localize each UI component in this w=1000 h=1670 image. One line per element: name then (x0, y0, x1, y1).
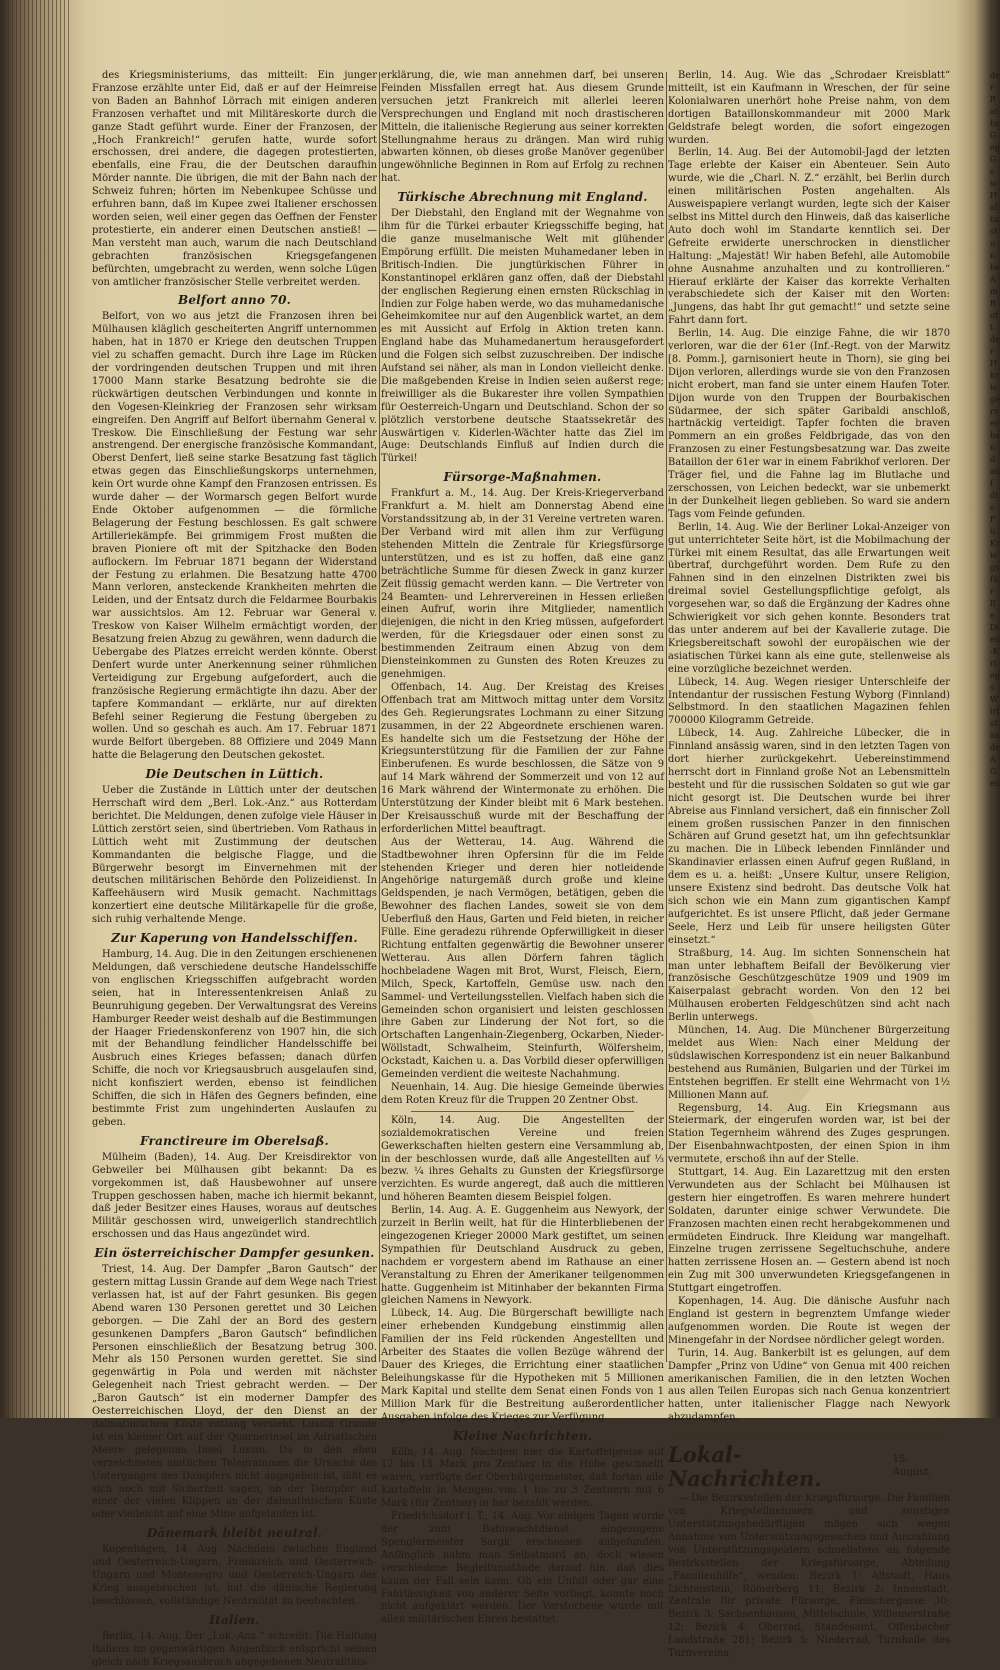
article-text: Köln, 14. Aug. Nachdem hier die Kartoffelpreise auf 12 bis 15 Mark pro Zentner in die Höhe geschnellt waren, verfügte der Oberbürgermeister, daß fortan alle Kartoffeln in Mengen von 1 bis zu 3 Zentnern mit 6 Mark (für Zentner) in bar bezahlt werden. (381, 1446, 664, 1510)
article-heading: Ein österreichischer Dampfer gesunken. (94, 1246, 375, 1261)
article-text: Triest, 14. Aug. Der Dampfer „Baron Gautsch“ der gestern mittag Lussin Grande auf dem Wege nach Triest verlassen hat, ist auf der Fahrt gesunken. Bis gegen Abend waren 130 Personen gerettet und 30 Leichen geborgen. — Die Zahl der an Bord des gestern gesunkenen Dampfers „Baron Gautsch“ befindlichen Personen einschließlich der Besatzung betrug 300. Mehr als 150 Personen wurden gerettet. Sie sind gegenwärtig in Pola und werden mit nächster Gelegenheit nach Triest gebracht werden. — Der „Baron Gautsch“ ist ein moderner Dampfer des Oesterreichischen Lloyd, der den Dienst an der dalmatinischen Küste entlang versieht. Lussin Grande ist ein kleiner Ort auf der Quarnerinsel im Adriatischen Meere gelegenen Insel Lussin. Da in den eben verzeichneten amtlichen Telegrammen die Ursache des Unterganges des Dampfers nicht angegeben ist, läßt es sich noch mit Sicherheit sagen, ob der Dampfer auf einer der vielen Klippen an der dalmatinischen Küste oder vielleicht auf eine Mine aufgelaufen ist. (92, 1264, 377, 1521)
column-rule (379, 72, 380, 1362)
article-text: Lübeck, 14. Aug. Zahlreiche Lübecker, die in Finnland ansässig waren, sind in den letzten Tagen von dort hierher zurückgekehrt. Uebereinstimmend herrscht dort in Finnland große Not an Lebensmitteln besteht und für die russischen Soldaten so gut wie gar nicht gesorgt ist. Die Deutschen wurde bei ihrer Abreise aus Finnland versichert, daß ein finnischer Zoll einem großen russischen Panzer in den finnischen Schären auf Grund gesetzt hat, um ihn gefechtsunklar zu machen. Die in Lübeck lebenden Finnländer und Skandinavier erlassen einen Aufruf gegen Rußland, in dem es u. a. heißt: „Unsere Kultur, unsere Religion, unsere Existenz sind bedroht. Das deutsche Volk hat sich schon wie ein Mann zum gigantischen Kampf aufgerichtet. Es ist unsere Pflicht, daß jeder Germane Seele, Herz und Leib für unsere heiligsten Güter einsetzt.“ (668, 728, 950, 946)
article-text: Friedrichsdorf i. T., 14. Aug. Vor einigen Tagen wurde der zum Bahnwachtdienst eingezogene Spenglermeister Sargk erschossen aufgefunden. Anfänglich nahm man Selbstmord an, doch wiesen verschiedene Begleitumstände darauf hin, daß dies kaum der Fall sein kann. Ob ein Unfall oder gar eine Fahrlässigkeit von anderer Seite vorliegt, konnte noch nicht aufgeklärt werden. Der Verstorbene wurde mit allen militärischen Ehren bestattet. (381, 1511, 664, 1626)
stacked-page-edges (0, 0, 70, 1418)
article-text: Frankfurt a. M., 14. Aug. Der Kreis-Kriegerverband Frankfurt a. M. hielt am Donnerstag Abend eine Vorstandssitzung ab, in der 31 Vereine vertreten waren. Der Verband wird mit allen ihm zur Verfügung stehenden Mitteln die Zentrale für Kriegsfürsorge unterstützen, und es ist zu hoffen, daß eine ganz beträchtliche Summe für diesen Zweck in ganz kurzer Zeit flüssig gemacht werden kann. — Die Vertreter von 24 Beamten- und Lehrervereinen in Hessen erließen einen Aufruf, worin ihre Mitglieder, namentlich diejenigen, die nicht in den Krieg müssen, aufgefordert werden, für die Kriegsdauer oder einen sonst zu bestimmenden Zeitraum einen Abzug von dem Diensteinkommen zu Gunsten des Roten Kreuzes zu genehmigen. (381, 488, 664, 680)
article-text: München, 14. Aug. Die Münchener Bürgerzeitung meldet aus Wien: Nach einer Meldung der südslawischen Korrespondenz ist ein neuer Balkanbund bestehend aus Rumänien, Bulgarien und der Türkei im Entstehen begriffen. Er stellt eine Wehrmacht von 1½ Millionen Mann auf. (668, 1025, 950, 1101)
column-rule (666, 72, 667, 1362)
section-header (668, 1435, 950, 1491)
article-text: Berlin, 14. Aug. Die einzige Fahne, die wir 1870 verloren, war die der 61er (Inf.-Regt. von der Marwitz [8. Pomm.], garnisoniert heute in Thorn), sie ging bei Dijon verloren, allerdings wurde sie von den Franzosen nicht erobert, man fand sie unter einem Haufen Toter. Dijon wurde von den Truppen der Bourbakischen Südarmee, der sich später Garibaldi anschloß, hartnäckig verteidigt. Tapfer fochten die braven Pommern an ein großes Feldbrigade, das von den Franzosen zu einer Festungsbesatzung war. Das zweite Bataillon der 61er war in einem Fabrikhof verloren. Der Träger fiel, und die Fahne lag im Blutlache und zerschossen, von Leichen bedeckt, war sie unbemerkt in der Dunkelheit liegen geblieben. So ward sie andern Tags vom Feinde gefunden. (668, 328, 950, 520)
article-text: Stuttgart, 14. Aug. Ein Lazarettzug mit den ersten Verwundeten aus der Schlacht bei Mülhausen ist gestern hier eingetroffen. Es waren mehrere hundert Soldaten, darunter einige schwer Verwundete. Die Franzosen machten einen recht herabgekommenen und ermüdeten Eindruck. Ihre Kleidung war mangelhaft. Einzelne trugen zerrissene Segeltuchschuhe, andere hatten zerrissene Hosen an. — Gestern abend ist noch ein Zug mit 300 unverwundeten Kriegsgefangenen in Stuttgart eingetroffen. (668, 1167, 950, 1295)
article-text: Berlin, 14. Aug. Wie das „Schrodaer Kreisblatt“ mitteilt, ist ein Kaufmann in Wreschen, der für seine Kolonialwaren unerhört hohe Preise nahm, von dem dortigen Bataillonskommandeur mit 2000 Mark Geldstrafe belegt worden, die sofort eingezogen wurden. (668, 70, 950, 146)
newspaper-column-1 (92, 70, 377, 1668)
article-text: Köln, 14. Aug. Die Angestellten der sozialdemokratischen Vereine und freien Gewerkschaften hielten gestern eine Versammlung ab, in der beschlossen wurde, daß alle Angestellten auf ⅓ bezw. ¼ ihres Gehalts zu Gunsten der Kriegsfürsorge verzichten. Es wurde angeregt, daß auch die mittleren und höheren Beamten diesem Beispiel folgen. (381, 1114, 664, 1204)
article-text: — Die Bezirksstellen der Kriegsfürsorge. Die Familien von Kriegsteilnehmern und sonstigen Unterstützungsbedürftigen mögen sich wegen Annahme von Unterstützungsgesuchen und Auszahlung von Unterstützungsgeldern schnellstens an folgende Bezirksstellen der Kriegsfürsorge, Abteilung „Familienhilfe“, wenden: Bezirk 1: Altstadt, Haus Lichtenstein, Römerberg 11; Bezirk 2: Innenstadt, Zentrale für private Fürsorge, Fleischergasse 30; Bezirk 3: Sachsenhausen, Mittelschule, Willemerstraße 12; Bezirk 4: Oberrad, Standesamt, Offenbacher Landstraße 281; Bezirk 5: Niederrad, Turnhalle des Turnvereins, (668, 1493, 950, 1660)
article-text: Aus der Wetterau, 14. Aug. Während die Stadtbewohner ihren Opfersinn für die im Felde stehenden Krieger und deren hier notleidende Angehörige naturgemäß durch große und kleine Geldspenden, je nach Vermögen, betätigen, geben die Bewohner des flachen Landes, soweit sie von dem Ueberfluß den Haus, Garten und Feld bieten, in reicher Fülle. Eine geradezu rührende Opferwilligkeit in dieser Richtung entfalten gegenwärtig die Bewohner unserer Wetterau. Aus allen Dörfern fahren täglich hochbeladene Wagen mit Brot, Wurst, Fleisch, Eiern, Milch, Speck, Kartoffeln, Gemüse usw. nach den Sammel- und Verteilungsstellen. Vielfach haben sich die Gemeinden schon organisiert und leisten geschlossen ihre Gaben zur Linderung der Not fort, so die Ortschaften Langenhain-Ziegenberg, Ockarben, Nieder-Wöllstadt, Schwalheim, Steinfurth, Wölfersheim, Ockstadt, Kaichen u. a. Das Vorbild dieser opferwilligen Gemeinden verdient die weiteste Nachahmung. (381, 836, 664, 1081)
newspaper-column-3 (668, 70, 950, 1660)
facing-page-edge-text: der Ratbs Geg Gew Haltu stunbe Am Rott der H kriegerverband auf die Fü Kriegsfür Be Dien-Kriegs Wirt stände A Gen (990, 71, 1000, 788)
article-heading: Belfort anno 70. (177, 293, 292, 308)
article-heading: Zur Kaperung von Handelsschiffen. (111, 931, 358, 946)
article-text: Berlin, 14. Aug. A. E. Guggenheim aus Newyork, der zurzeit in Berlin weilt, hat für die Hinterbliebenen der eingezogenen Krieger 20000 Mark gestiftet, um seinen Sympathien für Deutschland Ausdruck zu geben, nachdem er vorgestern abend im Rathause an einer Veranstaltung zu Ehren der Amerikaner teilgenommen hatte. Guggenheim ist Mitinhaber der bekannten Firma gleichen Namens in Newyork. (381, 1205, 664, 1307)
article-heading: Die Deutschen in Lüttich. (145, 767, 324, 782)
article-text: Turin, 14. Aug. Bankerbilt ist es gelungen, auf dem Dampfer „Prinz von Udine“ von Genua mit 400 reichen amerikanischen Familien, die in den letzten Wochen aus allen Teilen Europas sich nach Genua konzentriert hatten, unter italienischer Flagge nach Newyork abzudampfen. (668, 1347, 950, 1424)
article-text: Lübeck, 14. Aug. Wegen riesiger Unterschleife der Intendantur der russischen Festung Wyborg (Finnland) Selbstmord. In den staatlichen Magazinen fehlen 700000 Kilogramm Getreide. (668, 676, 950, 727)
article-text: Der Diebstahl, den England mit der Wegnahme von ihm für die Türkei erbauter Kriegsschiffe beging, hat die ganze muselmanische Welt mit glühender Empörung erfüllt. Die meisten Muhamedaner leben in Britisch-Indien. Die jungtürkischen Führer in Konstantinopel erklären ganz offen, daß der Diebstahl der englischen Regierung einen ernsten Rückschlag in Indien zur Folge haben werde, wo das muhamedanische Geheimkomitee nur auf den Augenblick wartet, an dem es mit Aussicht auf Erfolg in Aktion treten kann. England habe das Muhamedanertum herausgefordert und die Folgen sich selbst zuzuschreiben. Der indische Aufstand sei näher, als man in London vielleicht denke. Die maßgebenden Kreise in Indien seien außerst rege; freiwilliger als die Bukarester ihre vollen Sympathien für Oesterreich-Ungarn und Deutschland. Schon der so plötzlich verstorbene deutsche Staatssekretär des Auswärtigen v. Kiderlen-Wächter hatte das Ziel im Auge: Deutschlands Einfluß auf Indien durch die Türkei! (381, 208, 664, 465)
article-text: Kopenhagen, 14. Aug. Nachdem zwischen England und Oesterreich-Ungarn, Frankreich und Oesterreich-Ungarn und Montenegro und Oesterreich-Ungarn der Krieg ausgebrochen ist, hat die dänische Regierung beschlossen, vollständige Neutralität zu beobachten. (92, 1544, 377, 1607)
article-text: Belfort, von wo aus jetzt die Franzosen ihren bei Mülhausen kläglich gescheiterten Angriff unternommen haben, hat in 1870 er Kriege den deutschen Truppen viel zu schaffen gemacht. Durch ihre Lage im Rücken der vordringenden deutschen Truppen und mit ihren 17000 Mann starke Besatzung bedrohte sie die rückwärtigen deutschen Verbindungen und konnte in den Vogesen-Kleinkrieg der Franzosen sehr wirksam eingreifen. Den Angriff auf Belfort übernahm General v. Treskow. Die Einschließung der Festung war sehr anstrengend. Der energische französische Kommandant, Oberst Denfert, ließ seine starke Besatzung fast täglich etwas gegen das Einschließungskorps unternehmen, kein Ort wurde ohne Kampf den Franzosen entrissen. Es wurde daher — der Wormarsch gegen Belfort wurde Ende Oktober aufgenommen — die förmliche Belagerung der Festung beschlossen. Es galt schwere Artilleriekämpfe. Bei grimmigem Frost mußten die braven Pioniere oft mit der Spitzhacke den Boden auflockern. Im Februar 1871 begann der Widerstand der Festung zu erlahmen. Die Besatzung hatte 4700 Mann verloren, ansteckende Krankheiten mehrten die Leiden, und der Entsatz durch die Feldarmee Bourbakis war aussichtslos. Am 12. Februar war General v. Treskow von Kaiser Wilhelm ermächtigt worden, der Besatzung freien Abzug zu gewähren, wenn dadurch die Uebergabe des Platzes erreicht werden könnte. Oberst Denfert wurde unter Anerkennung seiner rühmlichen Verteidigung zur Ergebung aufgefordert, auch die französische Regierung ermächtigte ihn dazu. Aber der tapfere Kommandant — erklärte, nur auf direkten Befehl seiner Regierung die Festung übergeben zu wollen. Und so geschah es auch. Am 17. Februar 1871 wurde Belfort übergeben. 88 Offiziere und 2049 Mann hatte die Belagerung den Deutschen gekostet. (92, 311, 377, 762)
section-title: Lokal-Nachrichten. (668, 1442, 822, 1492)
article-heading: Franctireure im Oberelsaß. (140, 1133, 329, 1148)
article-heading: Italien. (209, 1612, 260, 1627)
article-text: erklärung, die, wie man annehmen darf, bei unseren Feinden Missfallen erregt hat. Aus diesem Grunde versuchen jetzt Frankreich mit allerlei leeren Versprechungen und England mit noch drastischeren Mitteln, die italienische Regierung aus seiner korrekten Stellungnahme heraus zu drängen. Man wird ruhig abwarten können, ob dieses große Manöver gegenüber ungewöhnliche Beginnen in Rom auf Erfolg zu rechnen hat. (381, 70, 664, 185)
article-text: Berlin, 14. Aug. Bei der Automobil-Jagd der letzten Tage erlebte der Kaiser ein Abenteuer. Sein Auto wurde, wie die „Charl. N. Z.“ erzählt, bei Berlin durch einen militärischen Posten angehalten. Als Ausweispapiere verlangt wurden, legte sich der Kaiser selbst ins Mittel durch den Hinweis, daß das kaiserliche Auto doch wohl im Standarte kenntlich sei. Der Gefreite erwiderte unerschrocken in dienstlicher Haltung: „Majestät! Wir haben Befehl, alle Automobile ohne Ausnahme anzuhalten und zu kontrollieren.“ Hierauf erklärte der Kaiser das korrekte Verhalten verabschiedete sich der Kaiser mit den Worten: „Jungens, das habt Ihr gut gemacht!“ und setzte seine Fahrt dann fort. (668, 147, 950, 327)
article-text: Mülheim (Baden), 14. Aug. Der Kreisdirektor von Gebweiler bei Mülhausen gibt bekannt: Da es vorgekommen ist, daß Hausbewohner auf unsere Truppen geschossen haben, mache ich hiermit bekannt, daß jeder Besitzer eines Hauses, woraus auf deutsches Militär geschossen wird, unweigerlich standrechtlich erschossen und das Haus angezündet wird. (92, 1151, 377, 1241)
article-text: Regensburg, 14. Aug. Ein Kriegsmann aus Steiermark, der eingerufen worden war, ist bei der Station Tegernheim während des Zuges gesprungen. Der Eisenbahnwachtposten, der einen Spion in ihm vermutete, erschoß ihn auf der Stelle. (668, 1102, 950, 1166)
article-text: Offenbach, 14. Aug. Der Kreistag des Kreises Offenbach trat am Mittwoch mittag unter dem Vorsitz des Geh. Regierungsrates Lochmann zu einer Sitzung zusammen, in der 22 Abgeordnete erschienen waren. Es handelte sich um die Festsetzung der Höhe der Kriegsunterstützung für die Familien der zur Fahne Einberufenen. Es wurde beschlossen, die Sätze von 9 auf 14 Mark während der Sommerzeit und von 12 auf 16 Mark während der Wintermonate zu erhöhen. Die Unterstützung der Kinder bleibt mit 6 Mark bestehen. Der Kreisausschuß wurde mit der Beschaffung der erforderlichen Mittel beauftragt. (381, 681, 664, 835)
article-text: Hamburg, 14. Aug. Die in den Zeitungen erschienenen Meldungen, daß verschiedene deutsche Handelsschiffe von englischen Kriegsschiffen aufgebracht worden seien, hat in Interessentenkreisen Anlaß zu Beunruhigung gegeben. Der Verwaltungsrat des Vereins Hamburger Reeder weist deshalb auf die Bestimmungen der Haager Friedenskonferenz von 1907 hin, die sich mit der Behandlung feindlicher Handelsschiffe bei Ausbruch eines Krieges befassen; danach dürfen Schiffe, die noch vor Kriegsausbruch ausgelaufen sind, nicht konfisziert werden, ebenso ist feindlichen Schiffen, die sich in Häfen des Gegners befinden, eine bestimmte Frist zum ungehinderten Auslaufen zu geben. (92, 949, 377, 1128)
article-heading: Dänemark bleibt neutral. (146, 1526, 323, 1541)
article-text: des Kriegsministeriums, das mitteilt: Ein junger Franzose erzählte unter Eid, daß er auf der Heimreise von Baden an Bahnhof Lörrach mit einigen anderen Franzosen verhaftet und mit Militäreskorte durch die ganze Stadt geführt wurde. Einer der Franzosen, der „Hoch Frankreich!“ gerufen hatte, wurde sofort erschossen, drei andere, die dagegen protestierten, ebenfalls, eine Frau, die der Deutschen daraufhin Mörder nannte. Die übrigen, die mit der Bahn nach der Schweiz fuhren; hörten im Nebenkupee Schüsse und erfuhren bann, daß im Kupee zwei Italiener erschossen worden seien, weil einer gegen das Oeffnen der Fenster protestierte, ein anderer einen Deutschen anstieß! — Man versteht man auch, warum die nach Deutschland gebrachten französischen Kriegsgefangenen befürchten, umgebracht zu werden, wenn solche Lügen von amtlicher französischer Stelle verbreitet werden. (92, 70, 377, 288)
article-text: Neuenhain, 14. Aug. Die hiesige Gemeinde überwies dem Roten Kreuz für die Truppen 20 Zentner Obst. (381, 1081, 664, 1106)
section-date: 15. August. (892, 1454, 932, 1479)
article-heading: Fürsorge-Maßnahmen. (443, 470, 602, 485)
article-heading: Türkische Abrechnung mit England. (397, 190, 648, 205)
newspaper-column-2 (381, 70, 664, 1626)
article-heading: Kleine Nachrichten. (452, 1428, 593, 1443)
article-text: Lübeck, 14. Aug. Die Bürgerschaft bewilligte nach einer erhebenden Kundgebung einstimmig allen Familien der ins Feld rückenden Angestellten und Arbeiter des Staates die vollen Bezüge während der Dauer des Krieges, die Errichtung einer staatlichen Beleihungskasse für die Hypotheken mit 5 Millionen Mark Kapital und stellte dem Senat einen Fonds von 1 Million Mark für die Bestreitung außerordentlicher Ausgaben infolge des Krieges zur Verfügung. (381, 1308, 664, 1423)
article-text: Straßburg, 14. Aug. Im sichten Sonnenschein hat man unter lebhaftem Beifall der Bevölkerung vier französische Geschützgeschütze 1909 und 1909 im Kaiserpalast gebracht worden. Von den 12 bei Mülhausen eroberten Feldgeschützen sind acht nach Berlin unterwegs. (668, 947, 950, 1024)
separator-line (411, 1111, 634, 1112)
article-text: Kopenhagen, 14. Aug. Die dänische Ausfuhr nach England ist gestern in begrenztem Umfange wieder aufgenommen worden. Die Route ist wegen der Minengefahr in der Nordsee nördlicher gelegt worden. (668, 1296, 950, 1346)
article-text: Berlin, 14. Aug. Der „Lok.-Anz.“ schreibt: Die Haltung Italiens im gegenwärtigen Augenblick entspricht seinen gleich nach Kriegsausbruch abgegebenen Neutralitäts- (92, 1630, 377, 1668)
article-text: Ueber die Zustände in Lüttich unter der deutschen Herrschaft wird dem „Berl. Lok.-Anz.“ aus Rotterdam berichtet. Die Meldungen, denen zufolge viele Häuser in Lüttich zerstört seien, sind übertrieben. Vom Rathaus in Lüttich weht mit Zustimmung der deutschen Kommandanten die belgische Flagge, und die Bürgerwehr besorgt im Einvernehmen mit der deutschen militärischen Behörde den Polizeidienst. In Kaffeehäusern wird Musik gemacht. Nachmittags konzertiert eine deutsche Militärkapelle für die große, sich ruhig verhaltende Menge. (92, 785, 377, 926)
article-text: Berlin, 14. Aug. Wie der Berliner Lokal-Anzeiger von gut unterrichteter Seite hört, ist die Mobilmachung der Türkei mit einem Resultat, das alle Erwartungen weit übertraf, durchgeführt worden. Dem Rufe zu den Fahnen sind in den einzelnen Distrikten zwei bis dreimal soviel Gestellungspflichtige gefolgt, als vorgesehen war, so daß die Ergänzung der Kadres ohne Schwierigkeit vor sich gehen konnte. Besonders trat das unter anderem auf bei der Kavallerie zutage. Die Kriegsbereitschaft sowohl der europäischen wie der asiatischen Türkei kann als eine gute, stellenweise als eine vorzügliche bezeichnet werden. (668, 521, 950, 675)
